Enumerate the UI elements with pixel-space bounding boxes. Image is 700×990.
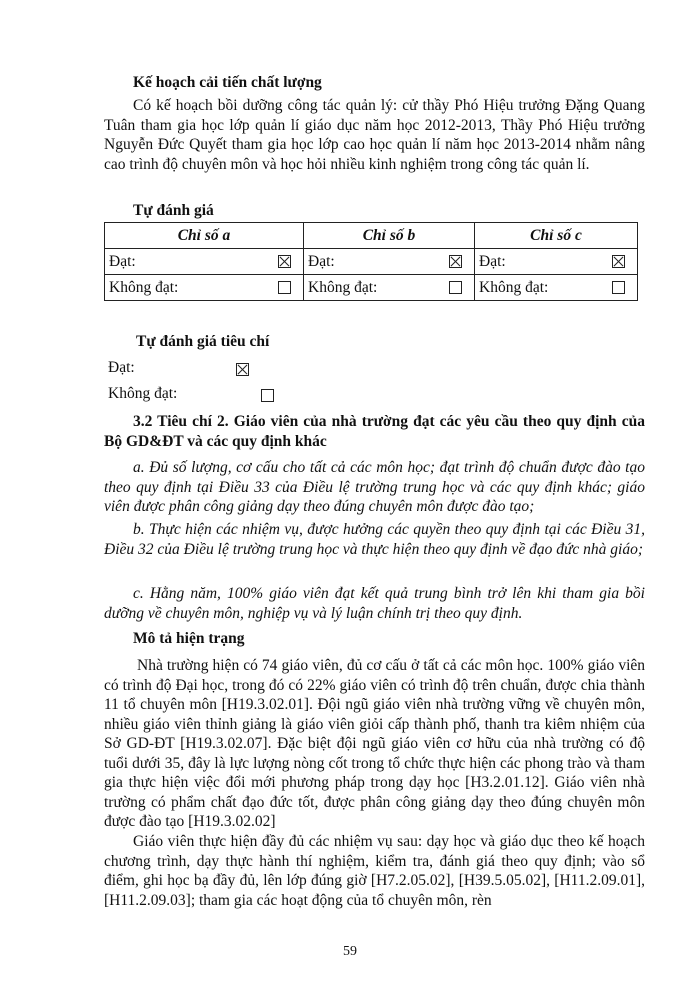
- criterion2-item-c: c. Hằng năm, 100% giáo viên đạt kết quả trung bình trở lên khi tham gia bồi dưỡng về chuyên môn, nghiệp vụ và lý luận chính trị theo quy định.: [104, 585, 645, 622]
- criterion2-item-a: a. Đủ số lượng, cơ cấu cho tất cả các môn học; đạt trình độ chuẩn được đào tạo theo quy định tại Điều 33 của Điều lệ trường trung học và các quy định khác; giáo viên được phân công giảng dạy theo đúng chuyên môn được đào tạo;: [104, 459, 645, 515]
- col-header-a: Chỉ số a: [105, 223, 304, 249]
- checked-box-icon[interactable]: [612, 255, 625, 268]
- current-state-paragraph-2: Giáo viên thực hiện đầy đủ các nhiệm vụ sau: dạy học và giáo dục theo kế hoạch chương trình, dạy thực hành thí nghiệm, kiểm tra, đánh giá theo quy định; vào sổ điểm, ghi học bạ đầy đủ, lên lớp đúng giờ [H7.2.05.02], [H39.5.05.02], [H11.2.09.01], [H11.2.09.03]; tham gia các hoạt động của tổ chuyên môn, rèn: [104, 833, 645, 909]
- unchecked-box-icon[interactable]: [612, 281, 625, 294]
- fail-label-c: Không đạt:: [479, 278, 549, 296]
- fail-label-b: Không đạt:: [308, 278, 378, 296]
- section-heading-improvement-plan: Kế hoạch cải tiến chất lượng: [133, 74, 322, 91]
- checked-box-icon[interactable]: [449, 255, 462, 268]
- unchecked-box-icon[interactable]: [261, 389, 274, 402]
- self-eval-heading: Tự đánh giá: [133, 202, 214, 219]
- criterion-eval-heading: Tự đánh giá tiêu chí: [136, 333, 270, 350]
- pass-label-a: Đạt:: [109, 252, 136, 270]
- page-number: 59: [343, 944, 357, 959]
- checked-box-icon[interactable]: [236, 363, 249, 376]
- criterion-fail-label: Không đạt:: [108, 385, 178, 402]
- self-eval-table: [104, 222, 638, 301]
- current-state-heading: Mô tả hiện trạng: [133, 630, 245, 647]
- pass-label-c: Đạt:: [479, 252, 506, 270]
- pass-label-b: Đạt:: [308, 252, 335, 270]
- checked-box-icon[interactable]: [278, 255, 291, 268]
- col-header-b: Chỉ số b: [304, 223, 475, 249]
- unchecked-box-icon[interactable]: [278, 281, 291, 294]
- col-header-c: Chỉ số c: [475, 223, 638, 249]
- fail-label-a: Không đạt:: [109, 278, 179, 296]
- unchecked-box-icon[interactable]: [449, 281, 462, 294]
- criterion-pass-label: Đạt:: [108, 359, 135, 376]
- criterion2-item-b: b. Thực hiện các nhiệm vụ, được hưởng các quyền theo quy định tại các Điều 31, Điều 32 của Điều lệ trường trung học và thực hiện theo quy định về đạo đức nhà giáo;: [104, 521, 645, 558]
- criterion2-heading: 3.2 Tiêu chí 2. Giáo viên của nhà trường đạt các yêu cầu theo quy định của Bộ GD&ĐT và các quy định khác: [104, 413, 645, 450]
- improvement-plan-paragraph: Có kế hoạch bồi dưỡng công tác quản lý: cử thầy Phó Hiệu trưởng Đặng Quang Tuân tham gia học lớp quản lí giáo dục năm học 2012-2013, Thầy Phó Hiệu trưởng Nguyễn Đức Quyết tham gia học lớp cao học quản lí năm học 2013-2014 nhằm nâng cao trình độ chuyên môn và học hỏi nhiều kinh nghiệm trong công tác quản lí.: [104, 97, 645, 173]
- current-state-paragraph-1: Nhà trường hiện có 74 giáo viên, đủ cơ cấu ở tất cả các môn học. 100% giáo viên có trình độ Đại học, trong đó có 22% giáo viên có trình độ trên chuẩn, được chia thành 11 tổ chuyên môn [H19.3.02.01]. Đội ngũ giáo viên nhà trường vững về chuyên môn, nhiều giáo viên thỉnh giảng là giáo viên giỏi cấp thành phố, thanh tra kiêm nhiệm của Sở GD-ĐT [H19.3.02.07]. Đặc biệt đội ngũ giáo viên cơ hữu của nhà trường có độ tuổi dưới 35, đây là lực lượng nòng cốt trong tổ chức thực hiện các phong trào và tham gia thực hiện việc đổi mới phương pháp trong dạy học [H3.2.01.12]. Giáo viên nhà trường có phẩm chất đạo đức tốt, được phân công giảng dạy theo đúng chuyên môn được đào tạo [H19.3.02.02]: [104, 657, 645, 830]
